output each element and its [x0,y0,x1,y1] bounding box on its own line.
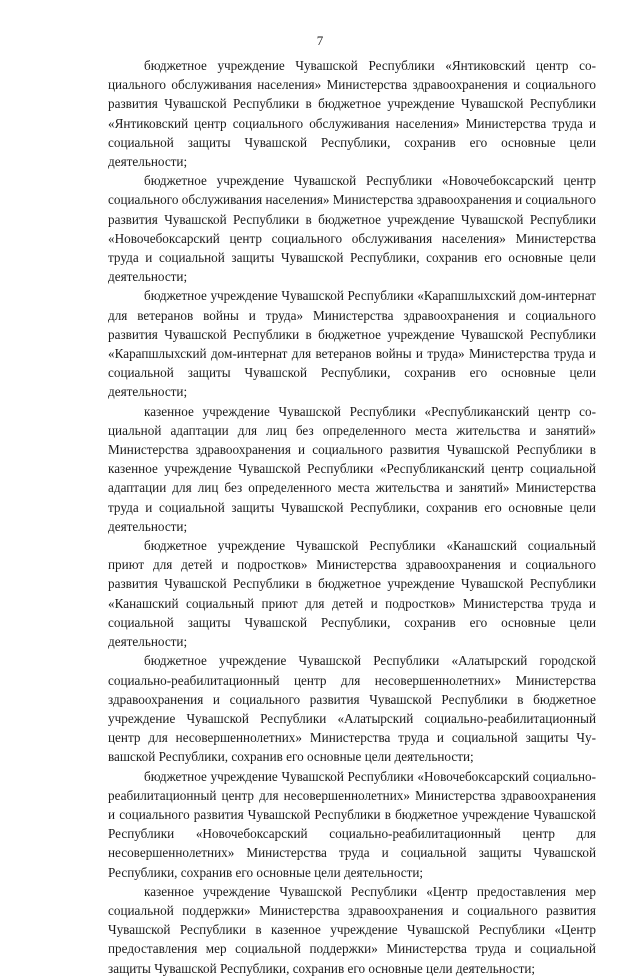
paragraph-yantikovsky-center: бюджетное учреждение Чувашской Республики «Янтиковский центр социального обслуживания населения» Министерства здравоохранения и социального развития Чувашской Республики в бюджетное учреждение Чувашской Республики «Янтиковский центр социального обслуживания населения» Министерства труда и социальной защиты Чувашской Республики, сохранив его основные цели деятельности; [108,58,596,170]
page-number: 7 [316,33,324,48]
paragraph-karashlykhsky-home: бюджетное учреждение Чувашской Республики «Карапшлыхский дом-интернат для ветеранов войны и труда» Министерства здравоохранения и социального развития Чувашской Республики в бюджетное учреждение Чувашской Республики «Карапшлыхский дом-интернат для ветеранов войны и труда» Министерства труда и социальной защиты Чувашской Республики, сохранив его основные цели деятельности; [108,288,596,400]
paragraph-social-support-center: казенное учреждение Чувашской Республики «Центр предоставления мер социальной поддержки» Министерства здравоохранения и социального развития Чувашской Республики в казенное учреждение Чувашской Республики «Центр предоставления мер социальной поддержки» Министерства труда и социальной защиты Чувашской Республики, сохранив его основные цели деятельности; [108,883,596,976]
document-body [108,56,596,978]
paragraph-novocheboksarsk-rehabilitation-center: бюджетное учреждение Чувашской Республики «Новочебоксарский социально-реабилитационный центр для несовершеннолетних» Министерства здравоохранения и социального развития Чувашской Республики в бюджетное учреждение Чувашской Республики «Новочебоксарский социально-реабилитационный центр для несовершеннолетних» Министерства труда и социальной защиты Чувашской Республики, сохранив его основные цели деятельности; [108,768,596,880]
paragraph-kanash-shelter: бюджетное учреждение Чувашской Республики «Канашский социальный приют для детей и подростков» Министерства здравоохранения и социального развития Чувашской Республики в бюджетное учреждение Чувашской Республики «Канашский социальный приют для детей и подростков» Министерства труда и социальной защиты Чувашской Республики, сохранив его основные цели деятельности; [108,538,596,650]
paragraph-republican-adaptation-center: казенное учреждение Чувашской Республики «Республиканский центр социальной адаптации для лиц без определенного места жительства и занятий» Министерства здравоохранения и социального развития Чувашской Республики в казенное учреждение Чувашской Республики «Республиканский центр социальной адаптации для лиц без определенного места жительства и занятий» Министерства труда и социальной защиты Чувашской Республики, сохранив его основные цели деятельности; [108,403,596,534]
paragraph-novocheboksarsk-center: бюджетное учреждение Чувашской Республики «Новочебоксарский центр социального обслуживания населения» Министерства здравоохранения и социального развития Чувашской Республики в бюджетное учреждение Чувашской Республики «Новочебоксарский центр социального обслуживания населения» Министерства труда и социальной защиты Чувашской Республики, сохранив его основные цели деятельности; [108,173,596,285]
paragraph-alatyr-rehabilitation-center: бюджетное учреждение Чувашской Республики «Алатырский городской социально-реабилитационный центр для несовершеннолетних» Министерства здравоохранения и социального развития Чувашской Республики в бюджетное учреждение Чувашской Республики «Алатырский социально-реабилитационный центр для несовершеннолетних» Министерства труда и социальной защиты Чувашской Республики, сохранив его основные цели деятельности; [108,653,596,765]
